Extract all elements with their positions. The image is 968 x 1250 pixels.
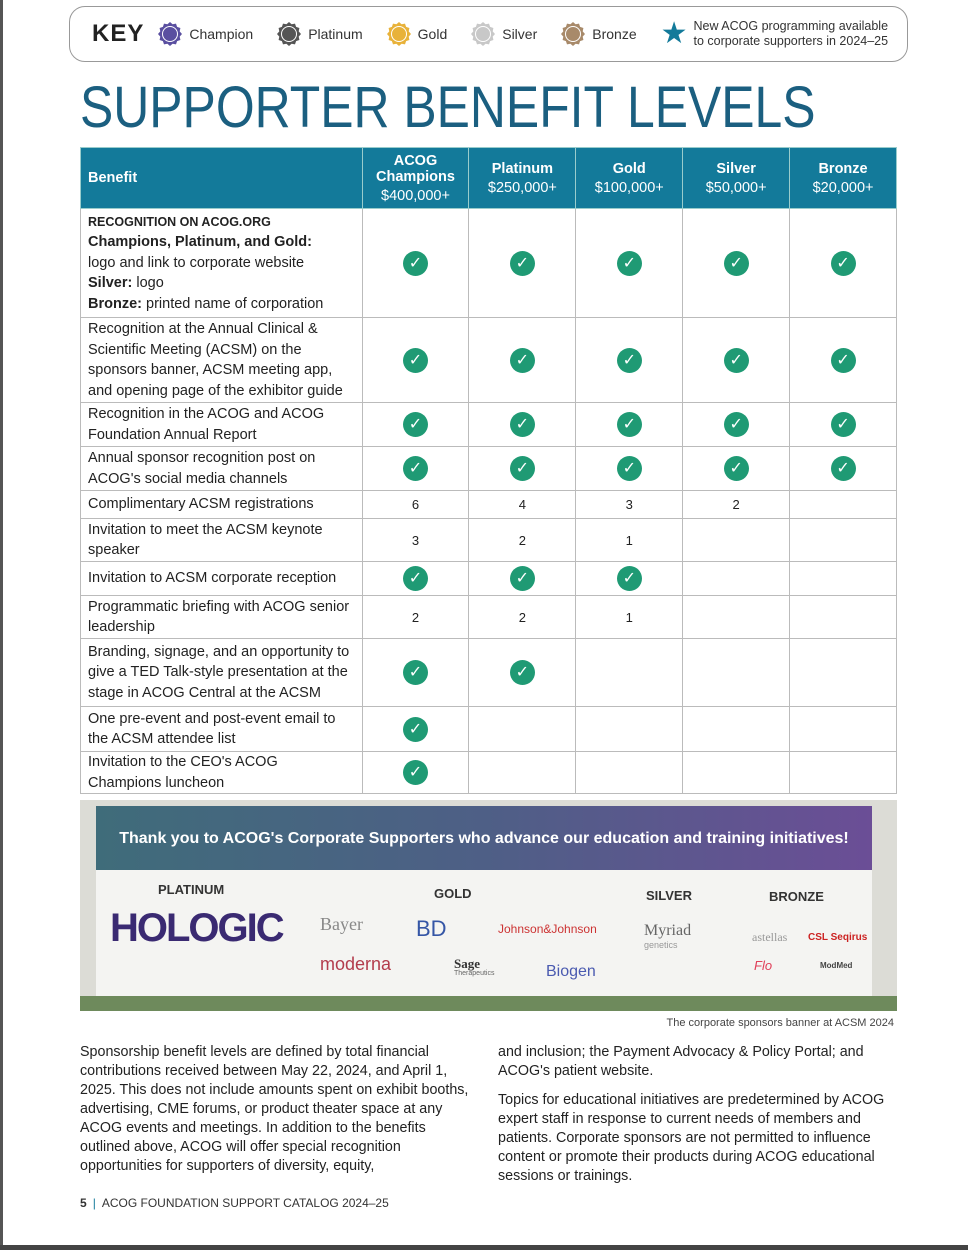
level-cell [469,209,576,318]
seal-icon [387,22,411,46]
column-header [81,148,363,209]
checkmark-icon: ✓ [724,348,749,373]
benefit-text: Invitation to meet the ACSM keynote speaker [88,521,323,558]
page-title: SUPPORTER BENEFIT LEVELS [80,75,816,140]
key-item-label: Gold [417,26,448,42]
level-cell [790,491,897,519]
header-label: Bronze [818,160,868,177]
level-cell [362,562,469,596]
level-cell [469,447,576,491]
logo-csl-seqirus: CSL Seqirus [808,932,868,943]
level-cell [790,752,897,794]
star-icon: ★ [660,17,688,50]
checkmark-icon: ✓ [403,348,428,373]
checkmark-icon: ✓ [617,251,642,276]
level-cell [683,639,790,707]
body-text-right-2: Topics for educational initiatives are predetermined by ACOG expert staff in response to current needs of members and patients. Corporate sponsors are not permitted to influence content or promote their products during ACOG educational sessions or trainings. [498,1092,885,1184]
checkmark-icon: ✓ [724,412,749,437]
level-cell [362,639,469,707]
benefit-text: Recognition at the Annual Clinical & Scientific Meeting (ACSM) on the sponsors banner, ACSM meeting app, and opening page of the exhibitor guide [88,321,343,399]
benefit-text: logo [132,275,164,292]
seal-icon [277,22,301,46]
table-row [81,403,897,447]
level-cell [469,491,576,519]
level-cell [362,403,469,447]
logo-hologic: HOLOGIC [110,906,283,950]
benefit-text: Complimentary ACSM registrations [88,496,314,513]
table-row [81,707,897,752]
level-cell [576,562,683,596]
key-item-platinum [277,22,362,46]
level-cell [790,519,897,562]
table-row [81,318,897,403]
table-row [81,519,897,562]
level-cell [362,209,469,318]
tier-label: Champions, Platinum, and Gold: [88,234,312,251]
banner-level: GOLD [434,886,472,901]
key-item-label: Silver [502,26,538,42]
level-cell [576,596,683,639]
level-cell [683,403,790,447]
level-cell [362,447,469,491]
level-cell [469,562,576,596]
column-header [683,148,790,209]
level-cell [683,519,790,562]
checkmark-icon: ✓ [510,412,535,437]
checkmark-icon: ✓ [617,456,642,481]
section-heading: RECOGNITION ON ACOG.ORG [88,214,271,229]
benefit-cell [81,639,363,707]
key-star-note: New ACOG programming available to corporate supporters in 2024–25 [693,19,889,48]
level-cell [790,403,897,447]
logo-bd: BD [416,916,447,941]
legend-key [69,6,908,62]
count-value: 2 [518,532,526,548]
count-value: 1 [625,609,633,625]
level-cell [362,491,469,519]
column-header [576,148,683,209]
benefit-cell [81,491,363,519]
checkmark-icon: ✓ [510,251,535,276]
benefit-text: printed name of corporation [141,295,324,312]
benefit-text: Invitation to the CEO's ACOG Champions luncheon [88,754,278,791]
table-row [81,596,897,639]
count-value: 6 [411,497,420,512]
checkmark-icon: ✓ [510,660,535,685]
checkmark-icon: ✓ [724,456,749,481]
table-row [81,639,897,707]
checkmark-icon: ✓ [617,348,642,373]
count-value: 1 [625,532,633,548]
level-cell [683,596,790,639]
benefit-text: Annual sponsor recognition post on ACOG's social media channels [88,450,316,487]
seal-icon [158,22,182,46]
level-cell [469,318,576,403]
table-row [81,491,897,519]
header-amount: $250,000+ [487,179,557,196]
checkmark-icon: ✓ [831,348,856,373]
seal-icon [471,22,495,46]
level-cell [576,209,683,318]
benefit-cell [81,209,363,318]
logo-astellas: astellas [752,930,788,944]
count-value: 2 [518,609,526,625]
page-footer: 5 | ACOG FOUNDATION SUPPORT CATALOG 2024–25 [80,1196,389,1210]
benefit-cell [81,752,363,794]
header-label: ACOG Champions [376,152,455,185]
sponsors-banner-photo [80,800,897,1011]
logo-biogen: Biogen [546,963,596,980]
table-row [81,562,897,596]
photo-caption: The corporate sponsors banner at ACSM 2024 [666,1017,894,1029]
key-item-label: Bronze [592,26,637,42]
footer-title: ACOG FOUNDATION SUPPORT CATALOG 2024–25 [101,1196,389,1210]
benefit-text: Branding, signage, and an opportunity to give a TED Talk-style presentation at the stage in ACOG Central at the ACSM [88,643,350,701]
checkmark-icon: ✓ [403,566,428,591]
checkmark-icon: ✓ [403,251,428,276]
level-cell [576,318,683,403]
header-label: Benefit [88,170,138,186]
logo-jnj: Johnson&Johnson [498,922,597,936]
level-cell [469,403,576,447]
level-cell [576,752,683,794]
level-cell [576,491,683,519]
checkmark-icon: ✓ [831,251,856,276]
key-item-gold [387,22,448,46]
checkmark-icon: ✓ [831,412,856,437]
level-cell [576,519,683,562]
level-cell [683,707,790,752]
level-cell [362,318,469,403]
level-cell [683,318,790,403]
benefit-text: Invitation to ACSM corporate reception [88,570,337,587]
banner-level: PLATINUM [158,882,225,897]
column-header [790,148,897,209]
level-cell [362,707,469,752]
column-header [362,148,469,209]
level-cell [790,209,897,318]
checkmark-icon: ✓ [831,456,856,481]
banner-level: SILVER [646,888,692,903]
checkmark-icon: ✓ [510,456,535,481]
benefit-text: One pre-event and post-event email to the ACSM attendee list [88,710,336,747]
level-cell [683,491,790,519]
checkmark-icon: ✓ [403,660,428,685]
checkmark-icon: ✓ [403,760,428,785]
level-cell [790,639,897,707]
banner-headline: Thank you to ACOG's Corporate Supporters who advance our education and training initiatives! [96,806,872,870]
checkmark-icon: ✓ [617,412,642,437]
level-cell [469,596,576,639]
page-edge [0,0,3,1250]
level-cell [576,639,683,707]
tier-label: Bronze: [88,295,142,312]
header-amount: $20,000+ [812,179,874,196]
key-title: KEY [92,20,145,47]
level-cell [683,562,790,596]
body-text-left: Sponsorship benefit levels are defined by total financial contributions received between May 22, 2024, and April 1, 2025. This does not include amounts spent on exhibit booths, advertising, CME forums, or product theater space at any ACOG events and meetings. In addition to the benefits outlined above, ACOG will offer special recognition opportunities for supporters of diversity, equity, [80,1044,469,1174]
table-row [81,752,897,794]
key-item-silver [471,22,537,46]
benefit-cell [81,707,363,752]
page-number: 5 [80,1196,87,1210]
benefit-cell [81,403,363,447]
benefit-text: Programmatic briefing with ACOG senior leadership [88,598,350,635]
level-cell [683,447,790,491]
header-amount: $100,000+ [594,179,664,196]
benefits-table [80,147,897,794]
count-value: 3 [411,532,420,548]
level-cell [790,707,897,752]
header-amount: $50,000+ [705,179,767,196]
table-row [81,209,897,318]
benefit-cell [81,519,363,562]
level-cell [683,209,790,318]
header-label: Platinum [491,160,553,177]
level-cell [790,562,897,596]
key-item-label: Champion [189,26,254,42]
level-cell [790,447,897,491]
level-cell [576,403,683,447]
header-label: Gold [612,160,646,177]
checkmark-icon: ✓ [403,717,428,742]
background-foliage [80,996,897,1011]
logo-flo: Flo [754,958,773,973]
level-cell [469,639,576,707]
table-row [81,447,897,491]
key-item-champion [158,22,253,46]
checkmark-icon: ✓ [617,566,642,591]
header-amount: $400,000+ [381,187,450,204]
count-value: 3 [625,497,633,512]
page-edge-bottom [0,1245,968,1250]
logo-myriad-sub: genetics [644,940,678,950]
level-cell [469,707,576,752]
level-cell [683,752,790,794]
body-text-right-1: and inclusion; the Payment Advocacy & Policy Portal; and ACOG's patient website. [498,1044,864,1079]
level-cell [362,519,469,562]
benefit-cell [81,596,363,639]
level-cell [469,519,576,562]
level-cell [790,318,897,403]
benefit-text: logo and link to corporate website [88,254,305,271]
tier-label: Silver: [88,275,133,292]
key-item-bronze [561,22,636,46]
count-value: 2 [732,497,740,512]
key-item-label: Platinum [308,26,363,42]
checkmark-icon: ✓ [403,412,428,437]
level-cell [576,447,683,491]
level-cell [362,596,469,639]
banner-level: BRONZE [769,889,824,904]
checkmark-icon: ✓ [510,566,535,591]
benefit-cell [81,318,363,403]
checkmark-icon: ✓ [403,456,428,481]
benefit-cell [81,447,363,491]
logo-sage-sub: Therapeutics [454,970,495,977]
level-cell [362,752,469,794]
checkmark-icon: ✓ [510,348,535,373]
logo-sage: Sage [454,956,480,971]
count-value: 4 [518,497,526,512]
seal-icon [561,22,585,46]
checkmark-icon: ✓ [724,251,749,276]
header-label: Silver [716,160,756,177]
level-cell [576,707,683,752]
logo-modmed: ModMed [820,961,853,970]
column-header [469,148,576,209]
benefit-text: Recognition in the ACOG and ACOG Foundation Annual Report [88,406,325,443]
logo-bayer: Bayer [320,914,363,934]
logo-moderna: moderna [320,954,392,974]
level-cell [469,752,576,794]
logo-myriad: Myriad [644,922,692,939]
count-value: 2 [411,609,420,625]
benefit-cell [81,562,363,596]
level-cell [790,596,897,639]
